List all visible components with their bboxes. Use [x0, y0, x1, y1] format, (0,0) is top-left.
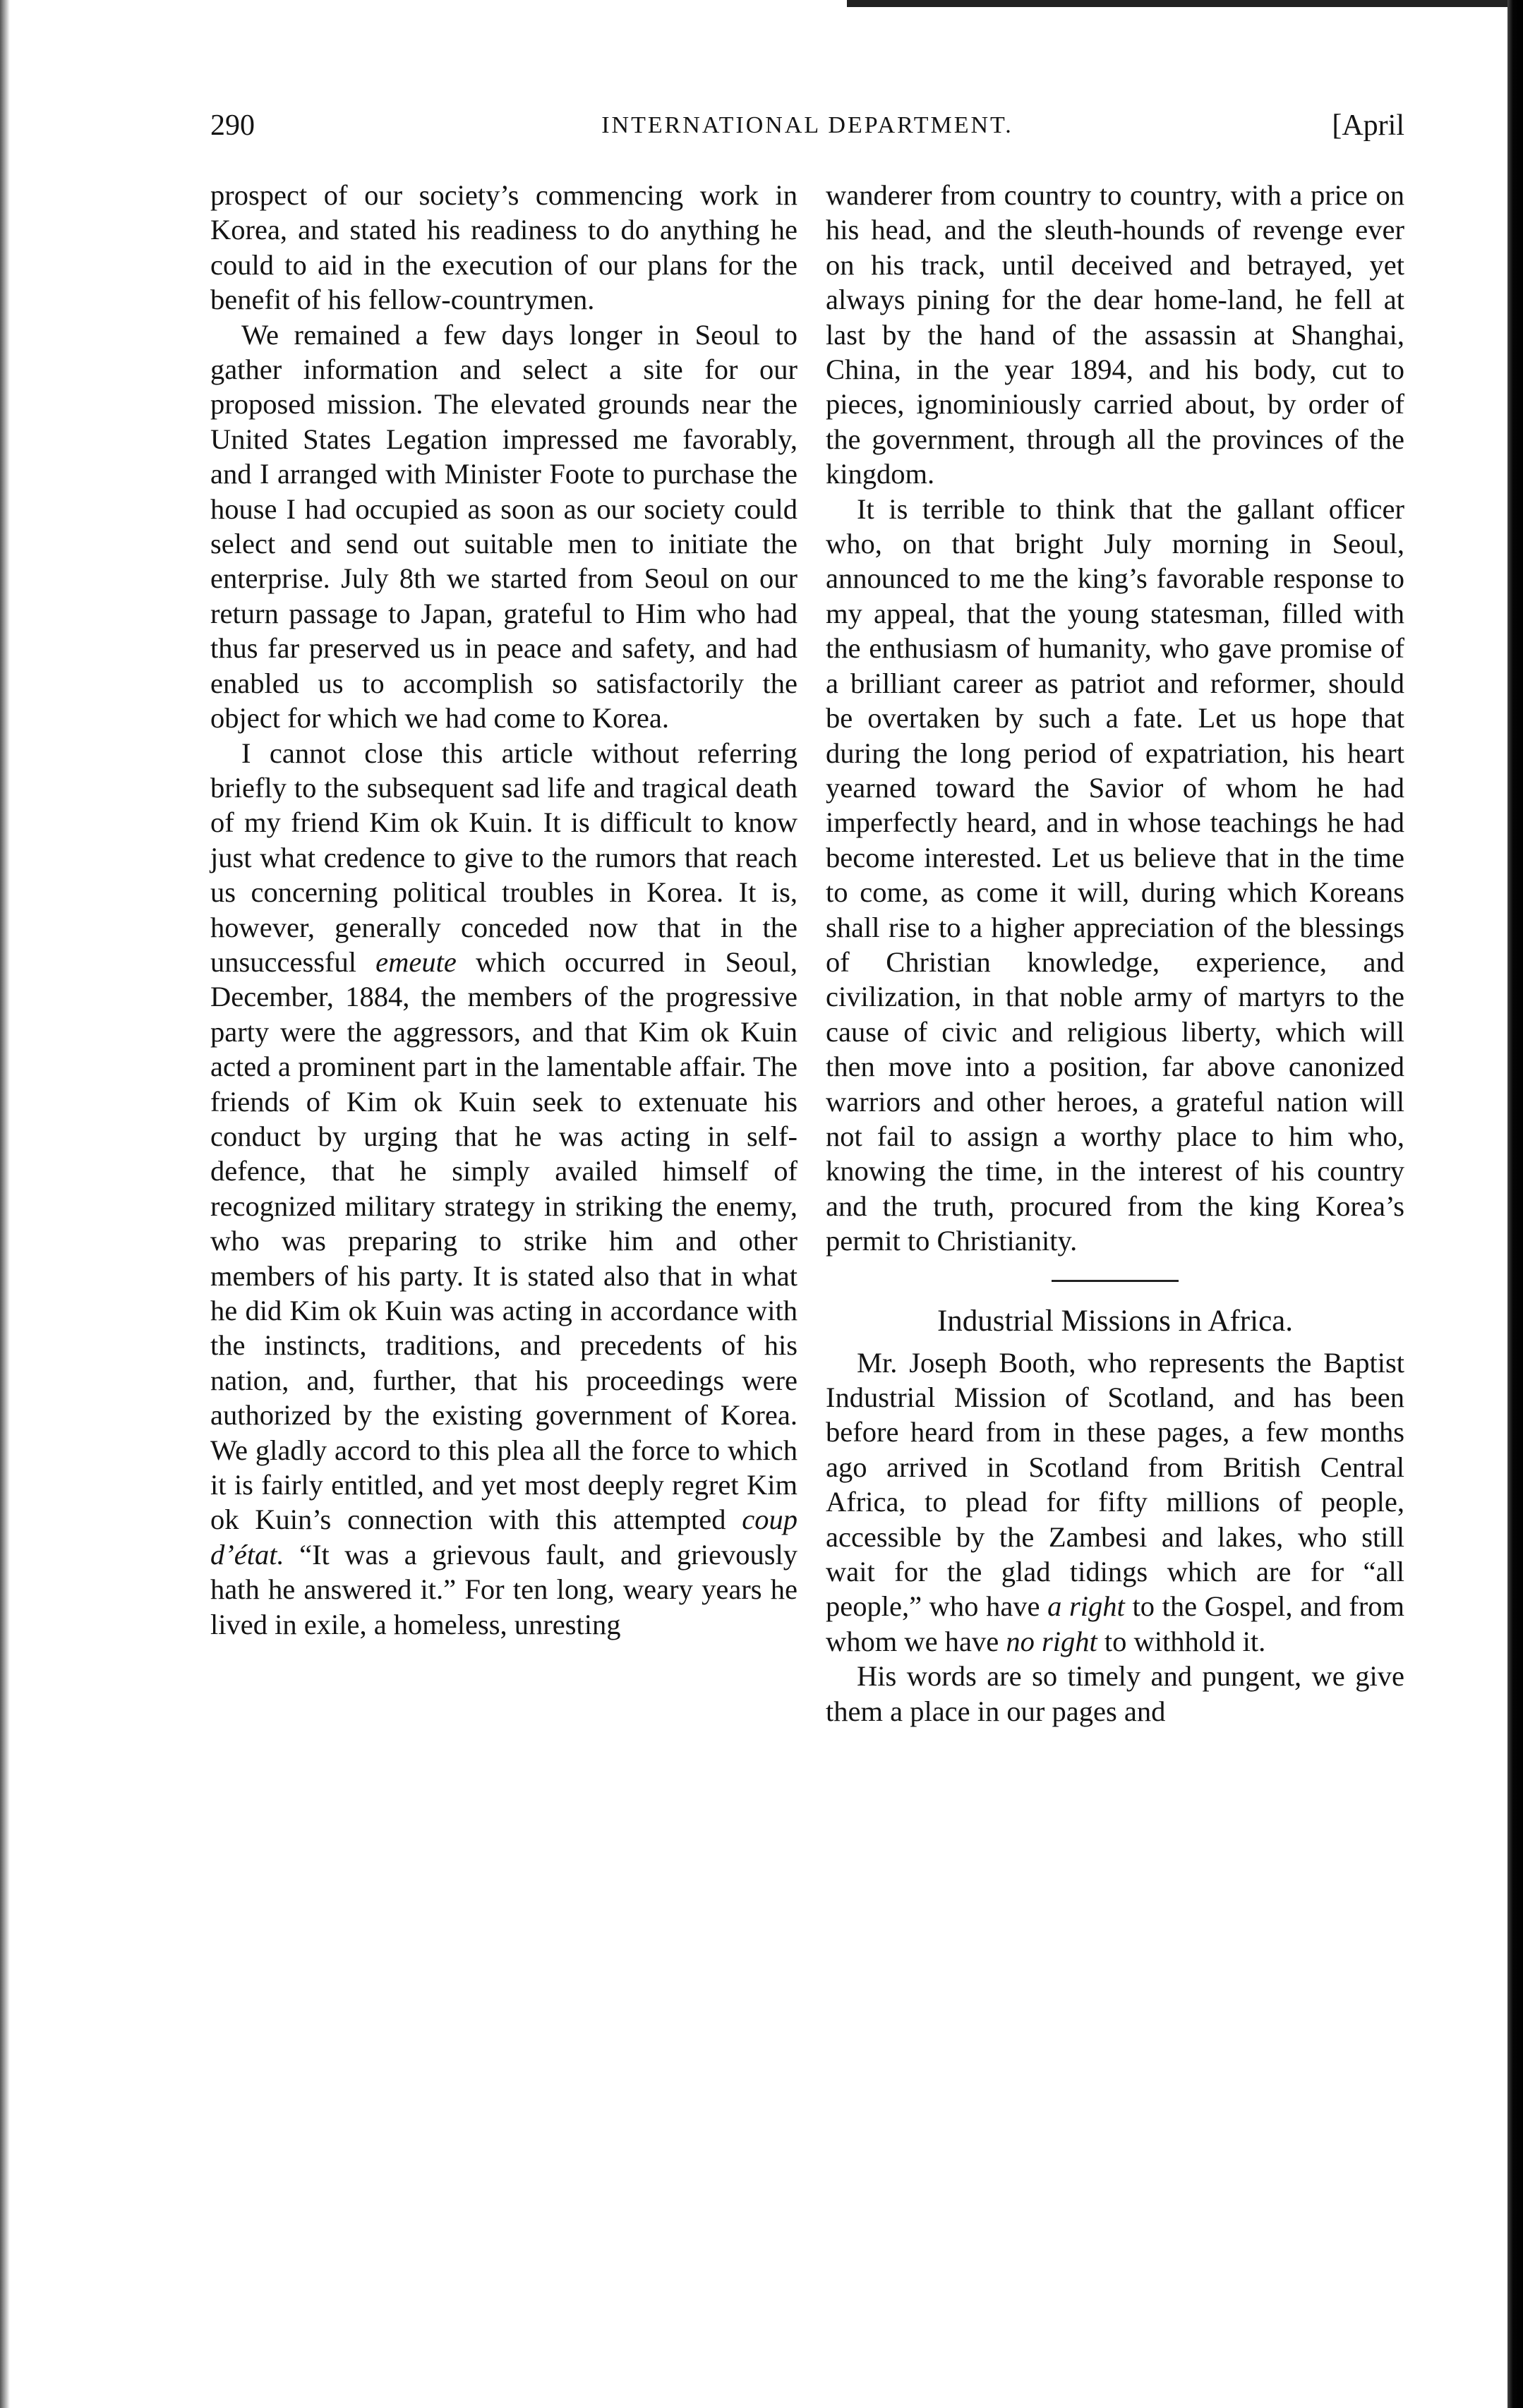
left-paragraph-3-text-b: which occurred in Seoul, December, 1884, the members of the progressive party were the aggressors, and that Kim ok Kuin acted a prominent part in the lamentable affair. The friends of Kim ok Kuin seek to extenuate his conduct by urging that he was acting in self-defence, that he simply availed himself of recognized military strategy in striking the enemy, who was preparing to strike him and other members of his party. It is stated also that in what he did Kim ok Kuin was acting in accordance with the instincts, traditions, and precedents of his nation, and, further, that his proceedings were authorized by the existing government of Korea. We gladly accord to this plea all the force to which it is fairly entitled, and yet most deeply regret Kim ok Kuin’s connection with this attempted: [210, 945, 797, 1536]
section-title: Industrial Missions in Africa.: [937, 1304, 1293, 1338]
right-paragraph-3-text-c: to withhold it.: [1104, 1625, 1266, 1657]
page-edge-top: [847, 0, 1523, 7]
right-paragraph-4: His words are so timely and pungent, we give them a place in our pages and: [826, 1660, 1404, 1727]
section-divider: [1052, 1280, 1179, 1282]
right-paragraph-1: wanderer from country to country, with a price on his head, and the sleuth-hounds of revenge ever on his track, until deceived and betrayed, yet always pining for the dear home-land, he fell at last by the hand of the assassin at Shanghai, China, in the year 1894, and his body, cut to pieces, ignominiously carried about, by order of the government, through all the provinces of the kingdom.: [826, 179, 1404, 490]
right-paragraph-3-emphasis-right: a right: [1047, 1590, 1125, 1623]
page-edge-left: [0, 0, 10, 2408]
left-column: [210, 178, 797, 1642]
running-head: INTERNATIONAL DEPARTMENT.: [601, 112, 1013, 138]
left-paragraph-3: [210, 736, 797, 1642]
page-month: [April: [1332, 109, 1404, 142]
right-paragraph-2: It is terrible to think that the gallant officer who, on that bright July morning in Seoul, announced to me the king’s favorable response to my appeal, that the young statesman, filled with the enthusiasm of humanity, who gave promise of a brilliant career as patriot and reformer, should be overtaken by such a fate. Let us hope that during the long period of expatriation, his heart yearned toward the Savior of whom he had imperfectly heard, and in whose teachings he had become interested. Let us believe that in the time to come, as come it will, during which Koreans shall rise to a higher appreciation of the blessings of Christian knowledge, experience, and civilization, in that noble army of martyrs to the cause of civic and religious liberty, which will then move into a position, far above canonized warriors and other heroes, a grateful nation will not fail to assign a worthy place to him who, knowing the time, in the interest of his country and the truth, procured from the king Korea’s permit to Christianity.: [826, 492, 1404, 1257]
left-paragraph-3-emphasis-coup: coup d’état.: [210, 1504, 797, 1571]
right-paragraph-3-emphasis-no-right: no right: [1006, 1625, 1097, 1657]
left-paragraph-1: prospect of our society’s commencing work in Korea, and stated his readiness to do anything he could to aid in the execution of our plans for the benefit of his fellow-countrymen.: [210, 179, 797, 316]
page-number: 290: [210, 109, 255, 142]
left-paragraph-3-text-c: “It was a grievous fault, and grievously hath he answered it.” For ten long, weary years he lived in exile, a homeless, unresting: [210, 1538, 798, 1640]
right-paragraph-3-text-a: Mr. Joseph Booth, who represents the Baptist Industrial Mission of Scotland, and has been before heard from in these pages, a few months ago arrived in Scotland from British Central Africa, to plead for fifty millions of people, accessible by the Zambesi and lakes, who still wait for the glad tidings which are for “all people,” who have: [826, 1346, 1404, 1623]
right-paragraph-3-text-b: to the Gospel, and from whom we have: [826, 1590, 1405, 1657]
left-paragraph-3-text-a: I cannot close this article without referring briefly to the subsequent sad life and tragical death of my friend Kim ok Kuin. It is difficult to know just what credence to give to the rumors that reach us concerning political troubles in Korea. It is, however, generally conceded now that in the unsuccessful: [210, 737, 797, 978]
left-paragraph-2: We remained a few days longer in Seoul to gather information and select a site for our proposed mission. The elevated grounds near the United States Legation impressed me favorably, and I arranged with Minister Foote to purchase the house I had occupied as soon as our society could select and send out suitable men to initiate the enterprise. July 8th we started from Seoul on our return passage to Japan, grateful to Him who had thus far preserved us in peace and safety, and had enabled us to accomplish so satisfactorily the object for which we had come to Korea.: [210, 318, 797, 734]
page-edge-right: [1507, 0, 1523, 2408]
right-column: [826, 178, 1404, 1729]
page-header: [210, 104, 1404, 147]
right-paragraph-3: [826, 1345, 1404, 1659]
left-paragraph-3-emphasis-emeute: emeute: [375, 945, 457, 978]
